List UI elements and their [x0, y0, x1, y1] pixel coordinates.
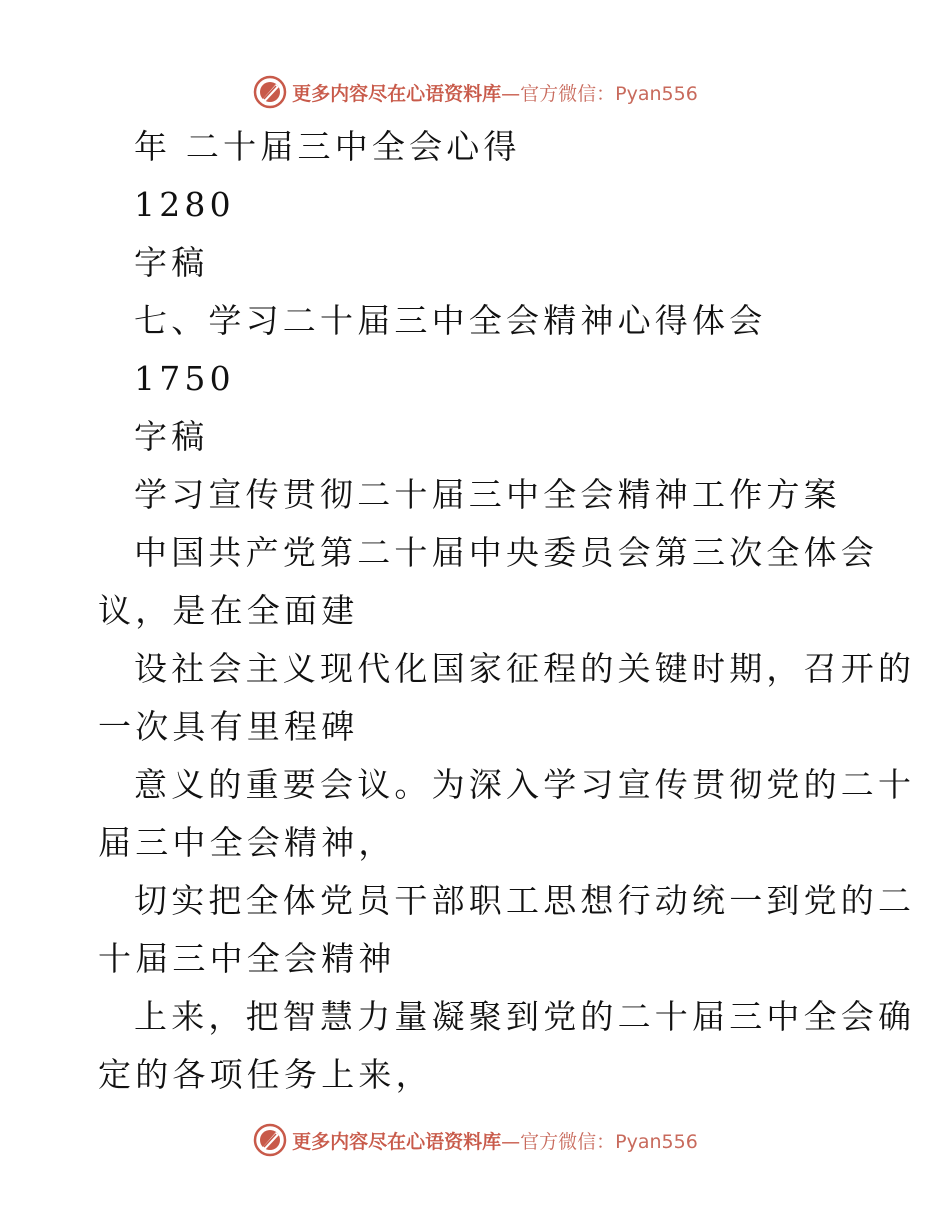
header-watermark: [0, 70, 950, 114]
watermark-text: [292, 1127, 698, 1154]
watermark-contact: 官方微信：Pyan556: [520, 82, 698, 105]
footer-watermark: [0, 1118, 950, 1162]
watermark-title: 更多内容尽在心语资料库: [292, 1130, 502, 1153]
text-line: 议，是在全面建: [98, 591, 359, 630]
text-line: 字稿: [134, 243, 209, 282]
text-line: 字稿: [134, 417, 209, 456]
watermark-contact: 官方微信：Pyan556: [520, 1130, 698, 1153]
text-line: 设社会主义现代化国家征程的关键时期，召开的: [134, 649, 916, 688]
text-line: 切实把全体党员干部职工思想行动统一到党的二: [134, 881, 916, 920]
text-line: 一次具有里程碑: [98, 707, 359, 746]
text-line: 上来，把智慧力量凝聚到党的二十届三中全会确: [134, 997, 916, 1036]
document-body: [0, 118, 950, 1104]
pen-nib-logo-icon: [252, 74, 288, 110]
watermark-separator: —: [501, 82, 521, 105]
text-line: 中国共产党第二十届中央委员会第三次全体会: [134, 533, 878, 572]
text-line: 1750: [134, 359, 235, 398]
watermark-title: 更多内容尽在心语资料库: [292, 82, 502, 105]
text-line: 意义的重要会议。为深入学习宣传贯彻党的二十: [134, 765, 916, 804]
watermark-text: [292, 79, 698, 106]
text-line: 年 二十届三中全会心得: [134, 127, 521, 166]
text-line: 定的各项任务上来，: [98, 1055, 433, 1094]
text-line: 届三中全会精神，: [98, 823, 396, 862]
text-line: 学习宣传贯彻二十届三中全会精神工作方案: [134, 475, 841, 514]
watermark-separator: —: [501, 1130, 521, 1153]
text-line: 七、学习二十届三中全会精神心得体会: [134, 301, 767, 340]
text-line: 1280: [134, 185, 235, 224]
text-line: 十届三中全会精神: [98, 939, 396, 978]
pen-nib-logo-icon: [252, 1122, 288, 1158]
